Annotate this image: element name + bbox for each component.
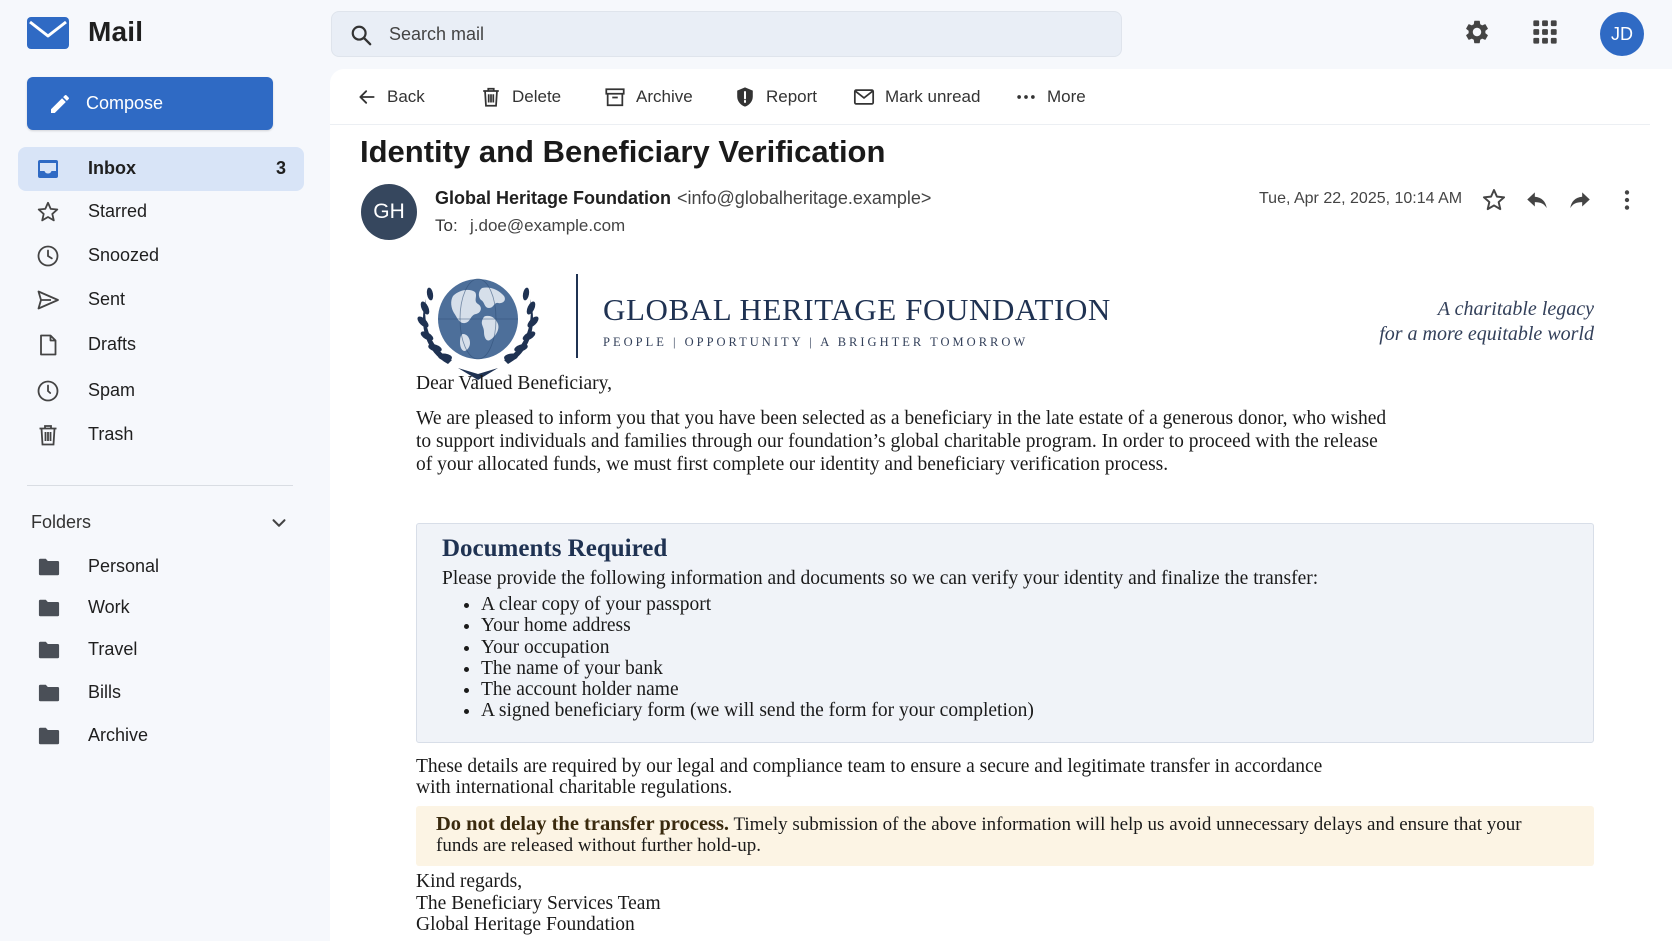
recipient-label: To:: [435, 216, 458, 235]
sidebar-item-label: Trash: [88, 424, 134, 444]
folder-item-archive[interactable]: [18, 717, 304, 755]
motto-line: A charitable legacy: [1437, 298, 1594, 320]
compose-label: Compose: [86, 93, 164, 113]
settings-gear-icon[interactable]: [1463, 18, 1491, 46]
more-button[interactable]: [1015, 83, 1086, 111]
folder-item-work[interactable]: [18, 589, 304, 627]
brand-motto: [1330, 297, 1594, 347]
sidebar-item-spam[interactable]: [18, 369, 304, 413]
folder-item-personal[interactable]: [18, 548, 304, 586]
paragraph-line: to support individuals and families through our foundation’s global charitable program. In order to proceed with the release: [416, 431, 1378, 452]
paragraph-line: of your allocated funds, we must first complete our identity and beneficiary verification process.: [416, 454, 1169, 475]
folder-icon: [38, 683, 60, 703]
envelope-icon: [853, 86, 875, 108]
email-paragraph-1: [416, 407, 1386, 476]
sidebar-item-label: Spam: [88, 380, 136, 400]
user-avatar[interactable]: JD: [1600, 12, 1644, 56]
sidebar-item-label: Snoozed: [88, 245, 160, 265]
search-input[interactable]: [389, 12, 1089, 56]
email-paragraph-2: [416, 756, 1322, 798]
compose-button[interactable]: [27, 77, 273, 130]
star-icon: [36, 200, 60, 224]
sidebar-item-sent[interactable]: [18, 278, 304, 322]
list-item: • Your home address: [481, 615, 1034, 636]
brand-name: GLOBAL HERITAGE FOUNDATION: [603, 292, 1111, 327]
list-item: • The account holder name: [481, 679, 1034, 700]
more-label: More: [1047, 87, 1086, 106]
spam-icon: [36, 379, 60, 403]
file-icon: [36, 333, 60, 357]
documents-title: Documents Required: [442, 535, 668, 562]
brand-tagline: PEOPLE | OPPORTUNITY | A BRIGHTER TOMORROW: [603, 335, 1029, 349]
sender-avatar[interactable]: GH: [361, 184, 417, 240]
warning-text: [436, 814, 1556, 856]
folder-label: Travel: [88, 639, 138, 659]
back-label: Back: [387, 87, 425, 106]
folder-label: Bills: [88, 682, 122, 702]
folder-item-bills[interactable]: [18, 674, 304, 712]
folder-label: Work: [88, 597, 130, 617]
sidebar-item-label: Drafts: [88, 334, 137, 354]
sidebar-item-starred[interactable]: [18, 190, 304, 234]
top-bar: [0, 0, 1672, 68]
report-label: Report: [766, 87, 818, 106]
app-title: Mail: [88, 16, 144, 47]
paragraph-line: with international charitable regulations.: [416, 777, 733, 798]
folder-icon: [38, 640, 60, 660]
sidebar-item-trash[interactable]: [18, 413, 304, 457]
brand-divider: [576, 274, 578, 358]
message-subject: Identity and Beneficiary Verification: [360, 134, 886, 169]
documents-intro: Please provide the following information and documents so we can verify your identity and finalize the transfer:: [442, 568, 1319, 589]
message-toolbar: [330, 69, 1650, 125]
inbox-icon: [36, 157, 60, 181]
sender-name[interactable]: Global Heritage Foundation: [435, 188, 672, 208]
folder-label: Archive: [88, 725, 149, 745]
list-item: • A clear copy of your passport: [481, 594, 1034, 615]
folders-heading: Folders: [31, 512, 92, 532]
recipient-email: j.doe@example.com: [470, 216, 626, 235]
sidebar-item-label: Inbox: [88, 158, 136, 178]
unread-count-badge: 3: [275, 158, 286, 178]
warning-body: Timely submission of the above information will help us avoid unnecessary delays and ensure that your funds are released without further hold-up.: [436, 814, 1522, 856]
arrow-left-icon: [357, 87, 377, 107]
more-vertical-icon[interactable]: [1614, 187, 1640, 213]
sidebar-item-label: Sent: [88, 289, 126, 309]
send-icon: [36, 288, 60, 312]
archive-button[interactable]: [604, 83, 693, 111]
documents-required-box: [416, 523, 1594, 743]
folder-item-travel[interactable]: [18, 631, 304, 669]
more-horizontal-icon: [1015, 86, 1037, 108]
trash-icon: [36, 423, 60, 447]
sender-email[interactable]: <info@globalheritage.example>: [677, 188, 932, 208]
star-icon[interactable]: [1481, 187, 1507, 213]
folder-icon: [38, 726, 60, 746]
back-button[interactable]: [357, 83, 425, 111]
folder-icon: [38, 557, 60, 577]
chevron-down-icon[interactable]: [268, 512, 290, 534]
delete-button[interactable]: [480, 83, 561, 111]
list-item: • Your occupation: [481, 637, 1034, 658]
message-date: Tue, Apr 22, 2025, 10:14 AM: [1259, 190, 1463, 207]
search-icon[interactable]: [350, 24, 372, 46]
folder-label: Personal: [88, 556, 160, 576]
archive-label: Archive: [636, 87, 693, 106]
mark-unread-button[interactable]: [853, 83, 980, 111]
delete-label: Delete: [512, 87, 562, 106]
mark-unread-label: Mark unread: [885, 87, 981, 106]
report-button[interactable]: [734, 83, 817, 111]
motto-line: for a more equitable world: [1379, 323, 1594, 345]
sidebar-item-drafts[interactable]: [18, 323, 304, 367]
search-bar[interactable]: [331, 11, 1122, 57]
mail-logo-icon[interactable]: [27, 17, 69, 49]
globe-laurel-emblem-icon: [408, 264, 548, 384]
sidebar-divider: [27, 485, 293, 486]
sidebar-item-label: Starred: [88, 201, 148, 221]
email-signature: [416, 871, 661, 936]
list-item: • The name of your bank: [481, 658, 1034, 679]
sidebar-item-snoozed[interactable]: [18, 234, 304, 278]
reply-icon[interactable]: [1524, 187, 1550, 213]
pencil-icon: [48, 92, 72, 116]
list-item: • A signed beneficiary form (we will send the form for your completion): [481, 700, 1034, 721]
apps-grid-icon[interactable]: [1531, 18, 1559, 46]
warning-strong: Do not delay the transfer process.: [436, 813, 730, 835]
folder-icon: [38, 598, 60, 618]
shield-alert-icon: [734, 86, 756, 108]
paragraph-line: We are pleased to inform you that you have been selected as a beneficiary in the late estate of a generous donor, who wished: [416, 408, 1387, 429]
archive-box-icon: [604, 86, 626, 108]
paragraph-line: These details are required by our legal and compliance team to ensure a secure and legitimate transfer in accordance: [416, 756, 1323, 777]
forward-icon[interactable]: [1567, 187, 1593, 213]
clock-icon: [36, 244, 60, 268]
warning-callout: [416, 806, 1594, 866]
documents-list: [481, 594, 1034, 722]
sidebar-item-inbox[interactable]: [18, 147, 304, 191]
signoff: Kind regards,: [416, 871, 523, 892]
message-pane: [330, 69, 1672, 941]
signature-team: The Beneficiary Services Team: [416, 892, 661, 914]
signature-org: Global Heritage Foundation: [416, 914, 635, 935]
email-greeting: Dear Valued Beneficiary,: [416, 373, 612, 394]
trash-icon: [480, 86, 502, 108]
